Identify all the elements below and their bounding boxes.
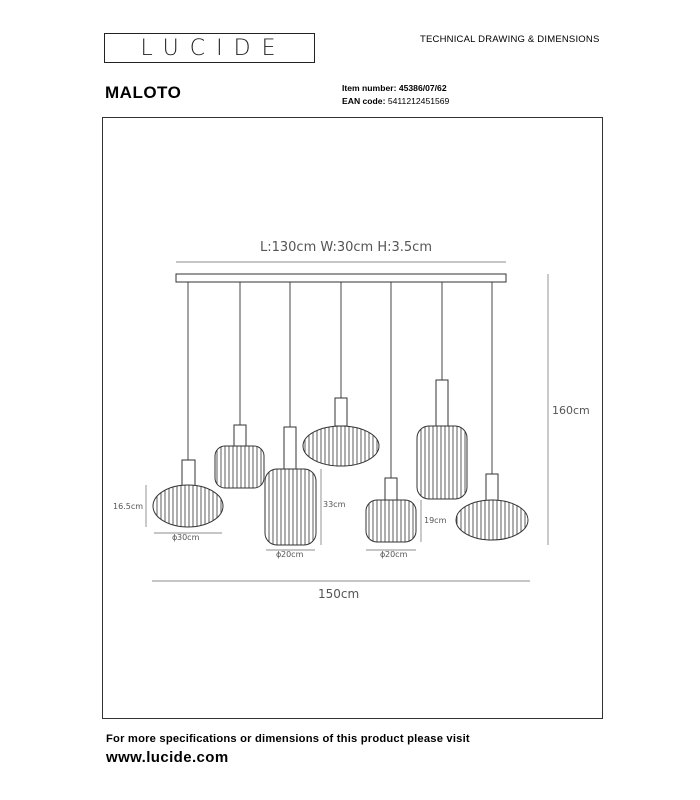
total-length-label: 150cm <box>318 587 360 601</box>
diameter-symbol-3: ϕ <box>380 550 386 559</box>
ean-label: EAN code: <box>342 96 386 106</box>
logo-text: LUCIDE <box>140 36 287 61</box>
item-number-value: 45386/07/62 <box>398 83 447 93</box>
small-shade-height-label: 19cm <box>424 516 447 525</box>
wide-shade-height-label: 16.5cm <box>113 502 144 511</box>
document-type: TECHNICAL DRAWING & DIMENSIONS <box>420 34 600 45</box>
pendant-wide-left <box>153 460 223 527</box>
small-shade-diameter-label: 20cm <box>385 550 408 559</box>
canopy-bar <box>176 274 506 282</box>
item-number-label: Item number: <box>342 83 397 93</box>
product-name: MALOTO <box>105 83 182 102</box>
pendant-small-2 <box>215 425 264 488</box>
ean-value: 5411212451569 <box>387 96 450 106</box>
wide-shade-diameter-label: 30cm <box>177 533 200 542</box>
pendant-small-5 <box>366 478 416 542</box>
footer-note: For more specifications or dimensions of this product please visit <box>106 733 470 745</box>
pendant-wide-4 <box>303 398 379 466</box>
total-height-label: 160cm <box>552 404 590 417</box>
footer-url[interactable]: www.lucide.com <box>106 749 229 766</box>
diameter-symbol-2: ϕ <box>276 550 282 559</box>
tall-shade-height-label: 33cm <box>323 500 346 509</box>
pendant-tall-6 <box>417 380 467 499</box>
canopy-dimension: L:130cm W:30cm H:3.5cm <box>260 240 432 255</box>
tall-shade-diameter-label: 20cm <box>281 550 304 559</box>
diameter-symbol-1: ϕ <box>172 533 178 542</box>
